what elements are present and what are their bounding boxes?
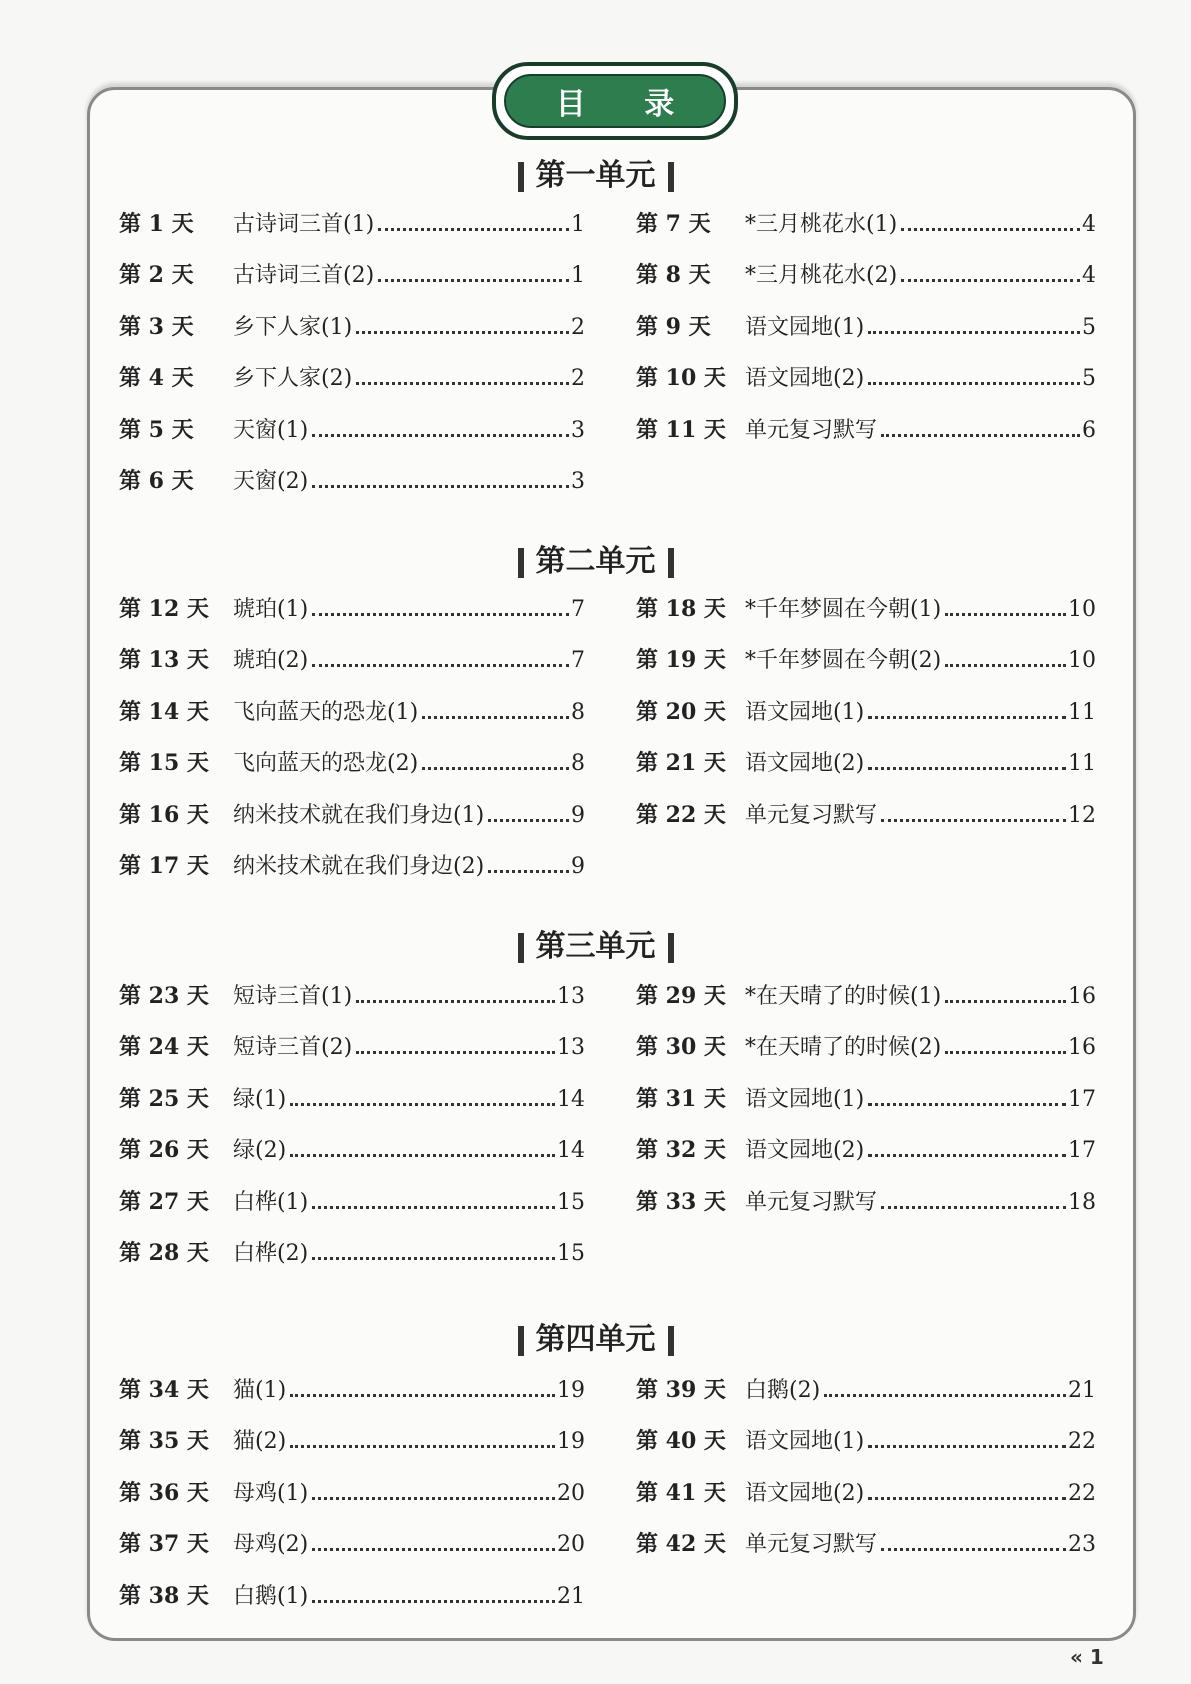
entry-page: 14 [557, 1086, 585, 1112]
entry-page: 2 [571, 314, 585, 340]
heading-bar-left [518, 1326, 524, 1356]
entry-page: 16 [1068, 1035, 1096, 1061]
toc-entry[interactable] [636, 979, 1096, 1009]
entry-day: 第 33 天 [636, 1188, 726, 1215]
entry-title: 飞向蓝天的恐龙(1) [233, 699, 419, 725]
toc-entry[interactable] [636, 1133, 1096, 1163]
heading-bar-right [668, 933, 674, 963]
dot-leader [312, 613, 569, 616]
dot-leader [945, 664, 1066, 667]
entry-title: *在天晴了的时候(2) [745, 1035, 942, 1061]
entry-title: 乡下人家(1) [233, 314, 353, 340]
entry-page: 9 [571, 802, 585, 828]
entry-page: 8 [571, 751, 585, 777]
entry-day: 第 38 天 [119, 1582, 209, 1609]
toc-entry[interactable] [636, 310, 1096, 340]
entry-title: 单元复习默写 [745, 1189, 878, 1215]
entry-page: 18 [1068, 1189, 1096, 1215]
entry-day: 第 37 天 [119, 1531, 209, 1558]
entry-day: 第 2 天 [119, 262, 194, 289]
entry-page: 20 [557, 1532, 585, 1558]
dot-leader [868, 716, 1066, 719]
entry-page: 16 [1068, 984, 1096, 1009]
toc-entry[interactable] [119, 1424, 585, 1454]
dot-leader [312, 1206, 555, 1209]
entry-page: 19 [557, 1378, 585, 1403]
entry-page: 5 [1082, 366, 1096, 392]
toc-entry[interactable] [119, 1133, 585, 1163]
entry-title: 古诗词三首(1) [233, 212, 375, 237]
dot-leader [312, 485, 569, 488]
entry-day: 第 29 天 [636, 983, 726, 1009]
toc-entry[interactable] [119, 592, 585, 622]
dot-leader [290, 1394, 555, 1397]
entry-page: 7 [571, 648, 585, 674]
entry-day: 第 26 天 [119, 1137, 209, 1164]
entry-day: 第 16 天 [119, 801, 209, 828]
entry-day: 第 42 天 [636, 1531, 726, 1558]
entry-page: 8 [571, 699, 585, 725]
entry-title: 语文园地(2) [745, 1138, 865, 1164]
entry-title: 白鹅(2) [745, 1378, 821, 1403]
toc-entry[interactable] [119, 258, 585, 288]
dot-leader [290, 1103, 555, 1106]
toc-entry[interactable] [636, 1030, 1096, 1060]
entry-title: 语文园地(1) [745, 699, 865, 725]
toc-entry[interactable] [119, 361, 585, 391]
heading-bar-right [668, 548, 674, 578]
toc-entry[interactable] [636, 1373, 1096, 1403]
entry-day: 第 10 天 [636, 365, 726, 392]
dot-leader [881, 1206, 1066, 1209]
unit-heading [0, 1314, 1191, 1358]
entry-day: 第 7 天 [636, 211, 711, 237]
entry-page: 19 [557, 1429, 585, 1455]
entry-page: 11 [1068, 751, 1096, 777]
entry-page: 6 [1082, 417, 1096, 443]
toc-entry[interactable] [119, 1579, 585, 1609]
entry-title: 母鸡(2) [233, 1532, 309, 1558]
toc-entry[interactable] [636, 643, 1096, 673]
entry-page: 10 [1068, 648, 1096, 674]
dot-leader [312, 664, 569, 667]
entry-title: 琥珀(1) [233, 597, 309, 622]
unit-title: 第四单元 [535, 1322, 656, 1357]
dot-leader [378, 279, 569, 282]
entry-title: 飞向蓝天的恐龙(2) [233, 751, 419, 777]
heading-bar-left [518, 548, 524, 578]
toc-entry[interactable] [636, 1185, 1096, 1215]
heading-bar-right [668, 1326, 674, 1356]
page-footer [1070, 1645, 1104, 1669]
entry-title: 短诗三首(2) [233, 1035, 353, 1061]
toc-entry[interactable] [119, 310, 585, 340]
entry-page: 23 [1068, 1532, 1096, 1558]
toc-entry[interactable] [636, 1476, 1096, 1506]
dot-leader [312, 1257, 555, 1260]
entry-title: 语文园地(1) [745, 1086, 865, 1112]
dot-leader [312, 434, 569, 437]
entry-page: 14 [557, 1138, 585, 1164]
entry-page: 15 [557, 1189, 585, 1215]
entry-day: 第 34 天 [119, 1377, 209, 1403]
toc-entry[interactable] [119, 1527, 585, 1557]
entry-day: 第 9 天 [636, 313, 711, 340]
entry-title: *千年梦圆在今朝(2) [745, 648, 942, 674]
heading-bar-left [518, 933, 524, 963]
entry-title: 白桦(1) [233, 1189, 309, 1215]
unit-title: 第二单元 [535, 544, 656, 579]
entry-day: 第 13 天 [119, 647, 209, 674]
prev-arrow-icon: « [1070, 1645, 1083, 1669]
dot-leader [312, 1497, 555, 1500]
toc-entry[interactable] [636, 798, 1096, 828]
entry-page: 1 [571, 263, 585, 289]
entry-page: 5 [1082, 314, 1096, 340]
dot-leader [312, 1600, 555, 1603]
dot-leader [901, 279, 1080, 282]
unit-heading [0, 921, 1191, 965]
entry-day: 第 18 天 [636, 596, 726, 622]
dot-leader [881, 819, 1066, 822]
dot-leader [881, 1548, 1066, 1551]
entry-page: 3 [571, 417, 585, 443]
toc-entry[interactable] [636, 1082, 1096, 1112]
toc-entry[interactable] [119, 849, 585, 879]
toc-entry[interactable] [119, 464, 585, 494]
unit-heading [0, 536, 1191, 580]
entry-day: 第 28 天 [119, 1240, 209, 1266]
dot-leader [868, 1103, 1066, 1106]
entry-day: 第 24 天 [119, 1034, 209, 1061]
entry-page: 3 [571, 469, 585, 494]
entry-page: 4 [1082, 263, 1096, 289]
entry-title: 天窗(2) [233, 469, 309, 494]
dot-leader [312, 1548, 555, 1551]
entry-day: 第 6 天 [119, 468, 194, 494]
dot-leader [422, 767, 569, 770]
entry-day: 第 35 天 [119, 1428, 209, 1455]
entry-title: 单元复习默写 [745, 802, 878, 828]
entry-title: 猫(2) [233, 1429, 287, 1455]
entry-title: 古诗词三首(2) [233, 263, 375, 289]
entry-day: 第 21 天 [636, 750, 726, 777]
toc-entry[interactable] [119, 1476, 585, 1506]
dot-leader [868, 767, 1066, 770]
dot-leader [378, 228, 569, 231]
entry-title: 绿(2) [233, 1138, 287, 1164]
entry-title: *千年梦圆在今朝(1) [745, 597, 942, 622]
dot-leader [868, 382, 1080, 385]
dot-leader [945, 1051, 1066, 1054]
entry-title: 乡下人家(2) [233, 366, 353, 392]
entry-title: 语文园地(2) [745, 366, 865, 392]
entry-day: 第 23 天 [119, 983, 209, 1009]
dot-leader [356, 331, 569, 334]
entry-title: 语文园地(1) [745, 1429, 865, 1455]
entry-day: 第 36 天 [119, 1479, 209, 1506]
entry-title: 白鹅(1) [233, 1583, 309, 1609]
toc-entry[interactable] [636, 413, 1096, 443]
toc-entry[interactable] [636, 1527, 1096, 1557]
dot-leader [868, 1154, 1066, 1157]
entry-title: 天窗(1) [233, 417, 309, 443]
entry-title: *三月桃花水(2) [745, 263, 898, 289]
entry-day: 第 25 天 [119, 1085, 209, 1112]
dot-leader [901, 228, 1080, 231]
toc-entry[interactable] [119, 695, 585, 725]
entry-title: 语文园地(1) [745, 314, 865, 340]
toc-entry[interactable] [636, 207, 1096, 237]
entry-page: 12 [1068, 802, 1096, 828]
entry-page: 22 [1068, 1429, 1096, 1455]
entry-title: 纳米技术就在我们身边(1) [233, 802, 485, 828]
entry-day: 第 11 天 [636, 416, 726, 443]
entry-title: 母鸡(1) [233, 1480, 309, 1506]
entry-day: 第 15 天 [119, 750, 209, 777]
unit-heading [0, 150, 1191, 194]
entry-day: 第 8 天 [636, 262, 711, 289]
entry-day: 第 27 天 [119, 1188, 209, 1215]
entry-page: 2 [571, 366, 585, 392]
entry-page: 9 [571, 854, 585, 879]
entry-page: 22 [1068, 1480, 1096, 1506]
entry-day: 第 30 天 [636, 1034, 726, 1061]
toc-entry[interactable] [636, 361, 1096, 391]
entry-title: 语文园地(2) [745, 751, 865, 777]
entry-day: 第 39 天 [636, 1377, 726, 1403]
entry-title: 单元复习默写 [745, 417, 878, 443]
entry-page: 17 [1068, 1086, 1096, 1112]
unit-title: 第一单元 [535, 158, 656, 193]
toc-entry[interactable] [119, 1030, 585, 1060]
toc-entry[interactable] [119, 413, 585, 443]
entry-title: 纳米技术就在我们身边(2) [233, 854, 485, 879]
heading-bar-left [518, 162, 524, 192]
contents-title: 目 录 [504, 74, 726, 128]
toc-entry[interactable] [119, 1236, 585, 1266]
dot-leader [356, 382, 569, 385]
toc-entry[interactable] [119, 979, 585, 1009]
entry-page: 15 [557, 1241, 585, 1266]
entry-title: 绿(1) [233, 1086, 287, 1112]
toc-entry[interactable] [119, 798, 585, 828]
unit-title: 第三单元 [535, 929, 656, 964]
toc-entry[interactable] [636, 1424, 1096, 1454]
entry-day: 第 40 天 [636, 1428, 726, 1455]
toc-entry[interactable] [119, 1185, 585, 1215]
entry-page: 17 [1068, 1138, 1096, 1164]
dot-leader [868, 331, 1080, 334]
entry-page: 1 [571, 212, 585, 237]
toc-entry[interactable] [119, 1373, 585, 1403]
toc-entry[interactable] [119, 643, 585, 673]
entry-page: 20 [557, 1480, 585, 1506]
dot-leader [290, 1445, 555, 1448]
entry-page: 11 [1068, 699, 1096, 725]
entry-day: 第 14 天 [119, 698, 209, 725]
entry-page: 7 [571, 597, 585, 622]
dot-leader [945, 1000, 1066, 1003]
entry-title: 单元复习默写 [745, 1532, 878, 1558]
entry-title: *三月桃花水(1) [745, 212, 898, 237]
contents-title-badge [492, 62, 738, 140]
entry-day: 第 32 天 [636, 1137, 726, 1164]
entry-day: 第 17 天 [119, 853, 209, 879]
entry-title: 语文园地(2) [745, 1480, 865, 1506]
dot-leader [868, 1445, 1066, 1448]
toc-entry[interactable] [636, 258, 1096, 288]
toc-entry[interactable] [119, 1082, 585, 1112]
entry-title: 短诗三首(1) [233, 984, 353, 1009]
entry-title: *在天晴了的时候(1) [745, 984, 942, 1009]
entry-page: 10 [1068, 597, 1096, 622]
entry-day: 第 4 天 [119, 365, 194, 392]
dot-leader [945, 613, 1066, 616]
entry-page: 13 [557, 1035, 585, 1061]
entry-title: 白桦(2) [233, 1241, 309, 1266]
entry-day: 第 19 天 [636, 647, 726, 674]
entry-page: 21 [557, 1583, 585, 1609]
dot-leader [356, 1000, 555, 1003]
dot-leader [881, 434, 1080, 437]
entry-day: 第 31 天 [636, 1085, 726, 1112]
entry-page: 21 [1068, 1378, 1096, 1403]
entry-day: 第 22 天 [636, 801, 726, 828]
entry-title: 琥珀(2) [233, 648, 309, 674]
dot-leader [868, 1497, 1066, 1500]
entry-title: 猫(1) [233, 1378, 287, 1403]
entry-day: 第 12 天 [119, 596, 209, 622]
dot-leader [488, 819, 569, 822]
entry-page: 13 [557, 984, 585, 1009]
toc-entry[interactable] [119, 207, 585, 237]
entry-day: 第 5 天 [119, 416, 194, 443]
entry-day: 第 41 天 [636, 1479, 726, 1506]
page-number: 1 [1089, 1645, 1104, 1669]
heading-bar-right [668, 162, 674, 192]
dot-leader [422, 716, 569, 719]
dot-leader [488, 870, 569, 873]
toc-entry[interactable] [636, 592, 1096, 622]
entry-day: 第 20 天 [636, 698, 726, 725]
entry-day: 第 1 天 [119, 211, 194, 237]
entry-day: 第 3 天 [119, 313, 194, 340]
toc-entry[interactable] [636, 695, 1096, 725]
toc-entry[interactable] [119, 746, 585, 776]
dot-leader [356, 1051, 555, 1054]
toc-entry[interactable] [636, 746, 1096, 776]
dot-leader [824, 1394, 1066, 1397]
dot-leader [290, 1154, 555, 1157]
entry-page: 4 [1082, 212, 1096, 237]
